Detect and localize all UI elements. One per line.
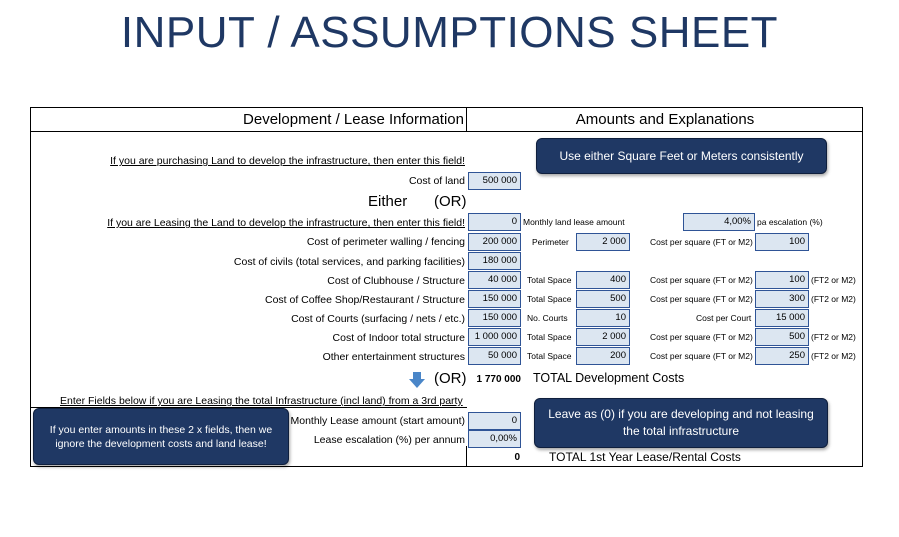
courts-num-label: No. Courts [527, 313, 568, 323]
down-arrow-icon [408, 371, 426, 389]
coffee-input[interactable]: 150 000 [468, 290, 521, 308]
either-label: Either [368, 193, 408, 210]
total-lease-label: TOTAL 1st Year Lease/Rental Costs [549, 450, 741, 464]
table-bottom-border [30, 466, 863, 467]
table-left-border [30, 107, 31, 466]
table-right-border [862, 107, 863, 466]
column-divider [466, 107, 467, 131]
units-callout [536, 138, 827, 174]
clubhouse-unit: (FT2 or M2) [811, 275, 856, 285]
entertainment-cps-label: Cost per square (FT or M2) [650, 351, 753, 361]
walling-label: Cost of perimeter walling / fencing [306, 236, 465, 248]
monthly-land-lease-label: Monthly land lease amount [523, 217, 625, 227]
column-divider-lower [466, 446, 467, 466]
courts-cpc-label: Cost per Court [696, 313, 752, 323]
units-callout-text: Use either Square Feet or Meters consistently [559, 149, 804, 163]
civils-label: Cost of civils (total services, and parking facilities) [233, 256, 465, 268]
monthly-lease-input[interactable]: 0 [468, 412, 521, 430]
perimeter-label: Perimeter [532, 237, 569, 247]
civils-input[interactable]: 180 000 [468, 252, 521, 270]
entertainment-label: Other entertainment structures [322, 351, 465, 363]
indoor-label: Cost of Indoor total structure [332, 332, 465, 344]
leasing-hint: If you are Leasing the Land to develop the infrastructure, then enter this field! [107, 217, 465, 229]
third-party-hint: Enter Fields below if you are Leasing the total Infrastructure (incl land) from a 3rd party [60, 395, 463, 407]
courts-num-input[interactable]: 10 [576, 309, 630, 327]
page-title: INPUT / ASSUMPTIONS SHEET [120, 8, 779, 57]
clubhouse-cps-input[interactable]: 100 [755, 271, 809, 289]
clubhouse-space-label: Total Space [527, 275, 572, 285]
indoor-unit: (FT2 or M2) [811, 332, 856, 342]
lease-callout [534, 398, 828, 448]
coffee-cps-input[interactable]: 300 [755, 290, 809, 308]
or-label-1: (OR) [434, 193, 467, 210]
total-dev-label: TOTAL Development Costs [533, 371, 685, 385]
indoor-space-input[interactable]: 2 000 [576, 328, 630, 346]
courts-input[interactable]: 150 000 [468, 309, 521, 327]
clubhouse-cps-label: Cost per square (FT or M2) [650, 275, 753, 285]
perimeter-input[interactable]: 2 000 [576, 233, 630, 251]
lease-escalation-label: Lease escalation (%) per annum [313, 434, 465, 446]
entertainment-space-input[interactable]: 200 [576, 347, 630, 365]
coffee-space-label: Total Space [527, 294, 572, 304]
table-top-border [30, 107, 863, 108]
header-right: Amounts and Explanations [575, 111, 755, 128]
walling-input[interactable]: 200 000 [468, 233, 521, 251]
indoor-space-label: Total Space [527, 332, 572, 342]
entertainment-unit: (FT2 or M2) [811, 351, 856, 361]
coffee-label: Cost of Coffee Shop/Restaurant / Structure [265, 294, 465, 306]
coffee-space-input[interactable]: 500 [576, 290, 630, 308]
ignore-callout [33, 408, 289, 465]
lease-escalation-input[interactable]: 0,00% [468, 430, 521, 448]
coffee-cps-label: Cost per square (FT or M2) [650, 294, 753, 304]
indoor-cps-label: Cost per square (FT or M2) [650, 332, 753, 342]
total-dev-value: 1 770 000 [476, 374, 521, 385]
courts-cpc-input[interactable]: 15 000 [755, 309, 809, 327]
or-label-2: (OR) [434, 370, 467, 387]
clubhouse-input[interactable]: 40 000 [468, 271, 521, 289]
land-lease-input[interactable]: 0 [468, 213, 521, 231]
header-bottom-border [30, 131, 863, 132]
cost-land-label: Cost of land [408, 175, 465, 187]
clubhouse-label: Cost of Clubhouse / Structure [327, 275, 465, 287]
total-lease-value: 0 [514, 452, 520, 463]
escalation-label: pa escalation (%) [757, 217, 823, 227]
cost-land-input[interactable]: 500 000 [468, 172, 521, 190]
entertainment-input[interactable]: 50 000 [468, 347, 521, 365]
header-left: Development / Lease Information [243, 111, 464, 128]
coffee-unit: (FT2 or M2) [811, 294, 856, 304]
entertainment-cps-input[interactable]: 250 [755, 347, 809, 365]
courts-label: Cost of Courts (surfacing / nets / etc.) [291, 313, 465, 325]
purchase-hint: If you are purchasing Land to develop the infrastructure, then enter this field! [110, 155, 465, 167]
clubhouse-space-input[interactable]: 400 [576, 271, 630, 289]
walling-cps-label: Cost per square (FT or M2) [650, 237, 753, 247]
indoor-cps-input[interactable]: 500 [755, 328, 809, 346]
monthly-lease-label: Monthly Lease amount (start amount) [290, 415, 465, 427]
entertainment-space-label: Total Space [527, 351, 572, 361]
lease-callout-text: Leave as (0) if you are developing and not leasing the total infrastructure [548, 407, 814, 438]
indoor-input[interactable]: 1 000 000 [468, 328, 521, 346]
walling-cps-input[interactable]: 100 [755, 233, 809, 251]
escalation-input[interactable]: 4,00% [683, 213, 755, 231]
ignore-callout-text: If you enter amounts in these 2 x fields, then we ignore the development costs and land lease! [49, 423, 273, 450]
